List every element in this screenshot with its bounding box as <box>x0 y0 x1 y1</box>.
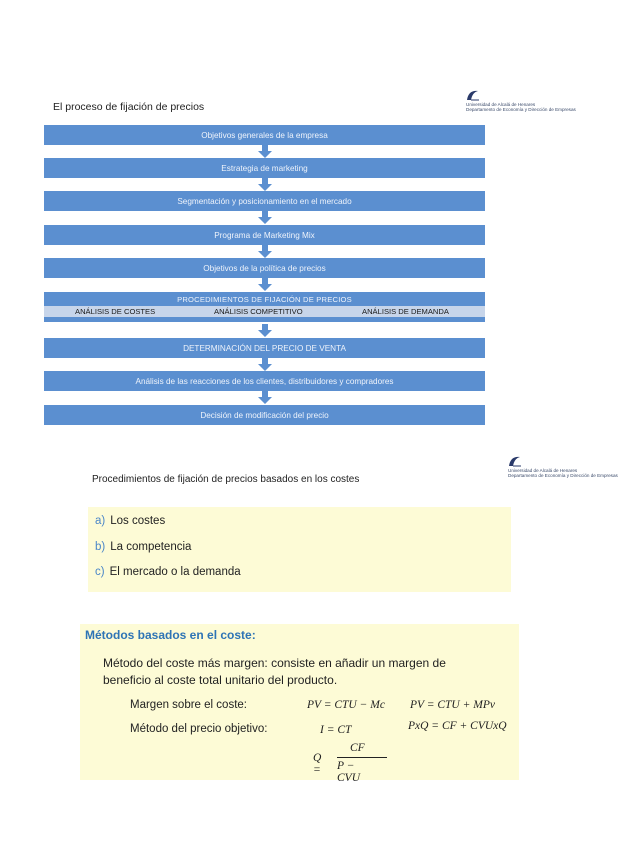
flow-box-estrategia: Estrategia de marketing <box>44 158 485 178</box>
down-arrow-icon <box>258 178 272 191</box>
analysis-costs: ANÁLISIS DE COSTES <box>75 307 156 316</box>
university-logo-icon <box>466 89 480 101</box>
flow-box-objetivos-generales: Objetivos generales de la empresa <box>44 125 485 145</box>
slide2-logo-text <box>508 468 618 479</box>
procedures-block <box>44 292 485 322</box>
option-letter: b) <box>95 541 106 553</box>
flow-box-determinacion: DETERMINACIÓN DEL PRECIO DE VENTA <box>44 338 485 358</box>
flow-box-decision: Decisión de modificación del precio <box>44 405 485 425</box>
option-text: La competencia <box>110 541 192 553</box>
option-b <box>95 541 191 553</box>
down-arrow-icon <box>258 391 272 404</box>
fraction-bar <box>337 757 387 758</box>
margin-label: Margen sobre el coste: <box>130 699 247 711</box>
formula-pxq: PxQ = CF + CVUxQ <box>408 720 507 732</box>
down-arrow-icon <box>258 358 272 371</box>
option-text: Los costes <box>110 515 166 527</box>
down-arrow-icon <box>258 278 272 291</box>
method-description-line1: Método del coste más margen: consiste en añadir un margen de <box>103 656 446 670</box>
option-c <box>95 566 241 578</box>
flow-box-objetivos-precios: Objetivos de la política de precios <box>44 258 485 278</box>
formula-pv-ctu-mc: PV = CTU − Mc <box>307 699 385 711</box>
procedures-title: PROCEDIMIENTOS DE FIJACIÓN DE PRECIOS <box>177 294 352 304</box>
logo-line-1: Universidad de Alcalá de Henares <box>466 102 536 107</box>
slide2-logo <box>508 455 522 467</box>
formula-pv-ctu-mpv: PV = CTU + MPv <box>410 699 495 711</box>
procedures-subrow <box>44 306 485 317</box>
down-arrow-icon <box>258 324 272 337</box>
analysis-competitive: ANÁLISIS COMPETITIVO <box>214 307 303 316</box>
down-arrow-icon <box>258 211 272 224</box>
logo-line-2: Departamento de Economía y Dirección de Empresas <box>508 473 618 479</box>
university-logo-icon <box>508 455 522 467</box>
target-price-label: Método del precio objetivo: <box>130 723 268 735</box>
flow-box-segmentacion: Segmentación y posicionamiento en el mercado <box>44 191 485 211</box>
logo-line-2: Departamento de Economía y Dirección de Empresas <box>466 107 576 113</box>
option-a <box>95 515 165 527</box>
down-arrow-icon <box>258 245 272 258</box>
methods-title: Métodos basados en el coste: <box>85 628 256 642</box>
method-description-line2: beneficio al coste total unitario del producto. <box>103 673 338 687</box>
fraction-denominator: P − CVU <box>337 760 360 784</box>
slide1-logo <box>466 89 480 101</box>
option-text: El mercado o la demanda <box>109 566 241 578</box>
slide2-title: Procedimientos de fijación de precios basados en los costes <box>92 474 360 485</box>
fraction-numerator: CF <box>350 742 365 754</box>
option-letter: c) <box>95 566 105 578</box>
flow-box-reacciones: Análisis de las reacciones de los clientes, distribuidores y compradores <box>44 371 485 391</box>
flow-box-marketing-mix: Programa de Marketing Mix <box>44 225 485 245</box>
option-letter: a) <box>95 515 106 527</box>
slide1-logo-text <box>466 102 576 113</box>
fraction-lhs: Q = <box>313 752 322 776</box>
analysis-demand: ANÁLISIS DE DEMANDA <box>362 307 449 316</box>
logo-line-1: Universidad de Alcalá de Henares <box>508 468 578 473</box>
formula-i-ct: I = CT <box>320 724 352 736</box>
slide1-title: El proceso de fijación de precios <box>53 101 205 113</box>
down-arrow-icon <box>258 145 272 158</box>
